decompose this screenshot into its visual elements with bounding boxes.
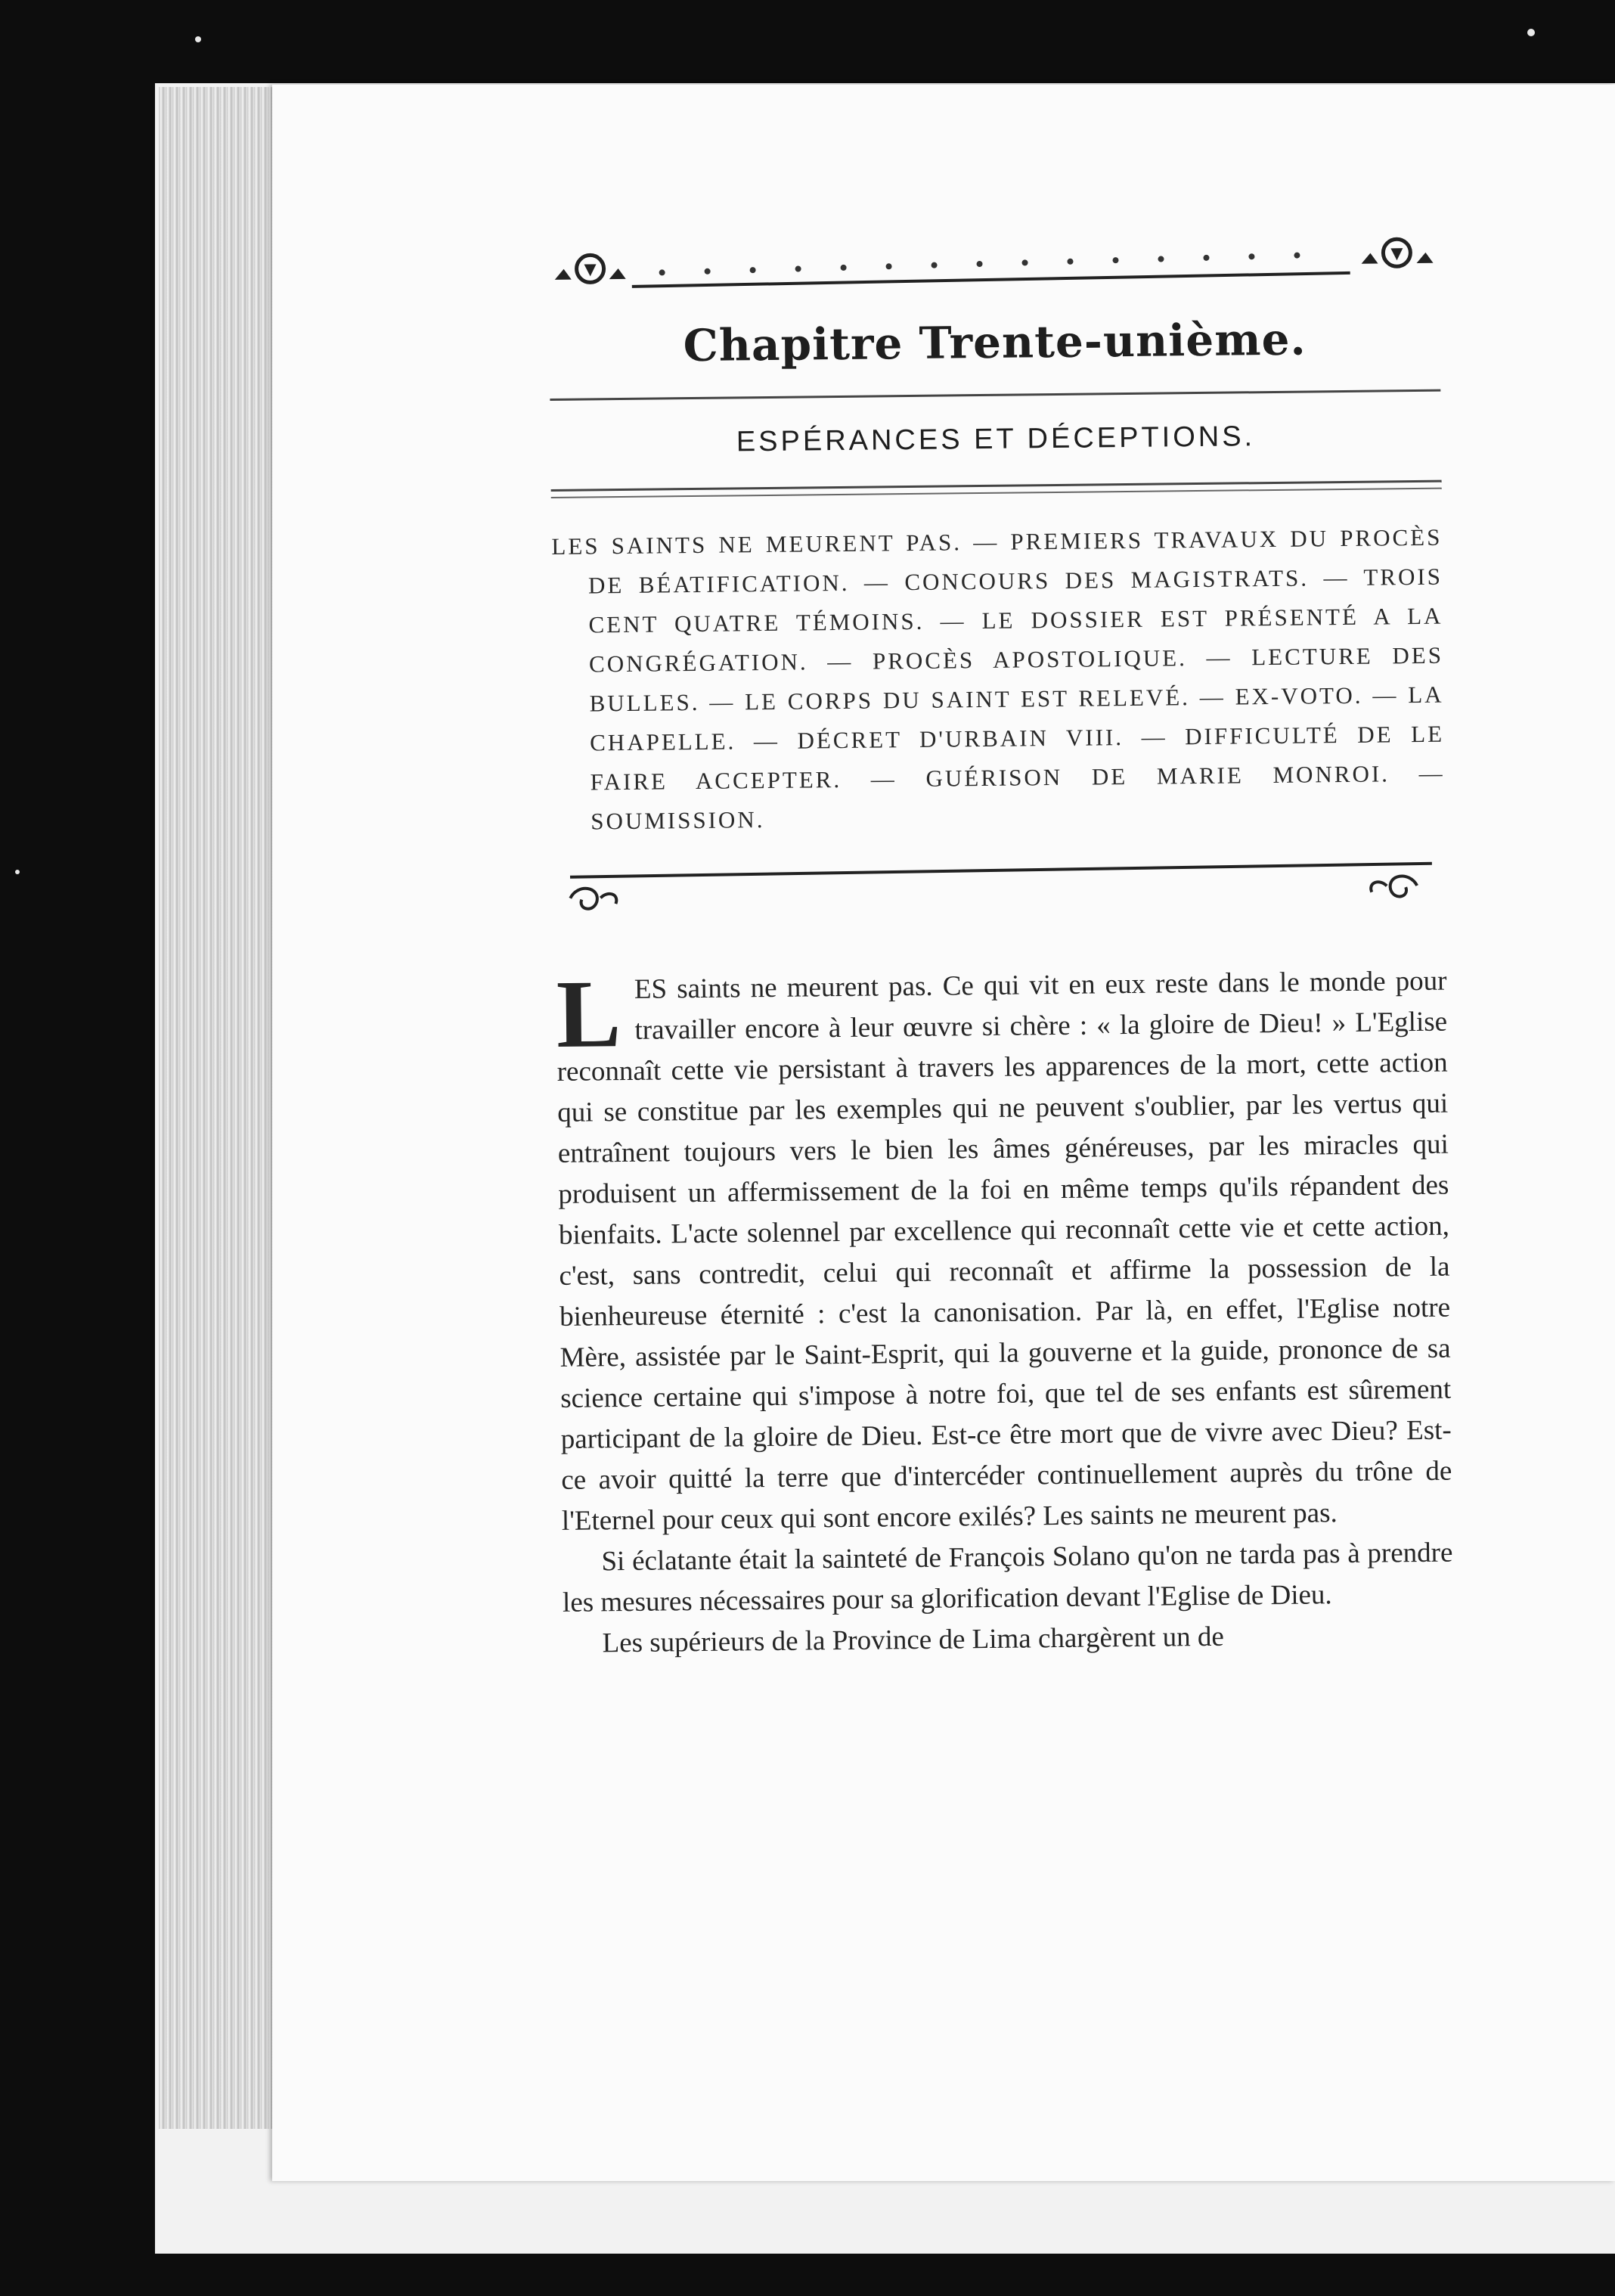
body-paragraph (556, 961, 1452, 1542)
title-rule (550, 389, 1440, 401)
chapter-summary: LES SAINTS NE MEURENT PAS. — PREMIERS TRAVAUX DU PROCÈS DE BÉATIFICATION. — CONCOURS DES MAGISTRATS. — TROIS CENT QUATRE TÉMOINS. — LE DOSSIER EST PRÉSENTÉ A LA CONGRÉGATION. — PROCÈS APOSTOLIQUE. — LECTURE DES BULLES. — LE CORPS DU SAINT EST RELEVÉ. — EX-VOTO. — LA CHAPELLE. — DÉCRET D'URBAIN VIII. — DIFFICULTÉ DE LE FAIRE ACCEPTER. — GUÉRISON DE MARIE MONROI. — SOUMISSION. (551, 523, 1445, 835)
body-paragraph: Si éclatante était la sainteté de François Solano qu'on ne tarda pas à prendre les mesures nécessaires pour sa glorification devant l'Eglise de Dieu. (562, 1537, 1453, 1618)
body-text (556, 961, 1454, 1665)
page-content (548, 218, 1454, 1665)
page-edges (159, 87, 284, 2129)
header-ornament (548, 218, 1440, 295)
dust-speck (1527, 29, 1535, 36)
body-paragraph: Les supérieurs de la Province de Lima chargèrent un de (602, 1621, 1225, 1659)
chapter-title: Chapitre Trente-unième. (683, 313, 1307, 372)
drop-cap: L (556, 960, 622, 1068)
dust-speck (15, 870, 20, 874)
section-heading: ESPÉRANCES ET DÉCEPTIONS. (736, 420, 1256, 458)
section-ornament (555, 859, 1446, 921)
heading-rule (551, 480, 1442, 498)
paragraph-text: ES saints ne meurent pas. Ce qui vit en eux reste dans le monde pour travailler encore à leur œuvre si chère : « la gloire de Dieu! » L'Eglise reconnaît cette vie persistant à travers les apparences de la mort, cette action qui se constitue par les exemples qui ne peuvent s'oublier, par les vertus qui entraînent toujours vers le bien les âmes généreuses, par les miracles qui produisent un affermissement de la foi en même temps qu'ils répandent des bienfaits. L'acte solennel par excellence qui reconnaît cette vie et cette action, c'est, sans contredit, celui qui reconnaît et affirme la possession de la bienheureuse éternité : c'est la canonisation. Par là, en effet, l'Eglise notre Mère, assistée par le Saint-Esprit, qui la gouverne et la guide, prononce de sa science certaine qui s'impose à notre foi, que tel de ses enfants est sûrement participant de la gloire de Dieu. Est-ce être mort que de vivre avec Dieu? Est-ce avoir quitté la terre que d'intercéder continuellement auprès du trône de l'Eternel pour ceux qui sont encore exilés? Les saints ne meurent pas. (556, 965, 1452, 1537)
dust-speck (195, 36, 201, 42)
